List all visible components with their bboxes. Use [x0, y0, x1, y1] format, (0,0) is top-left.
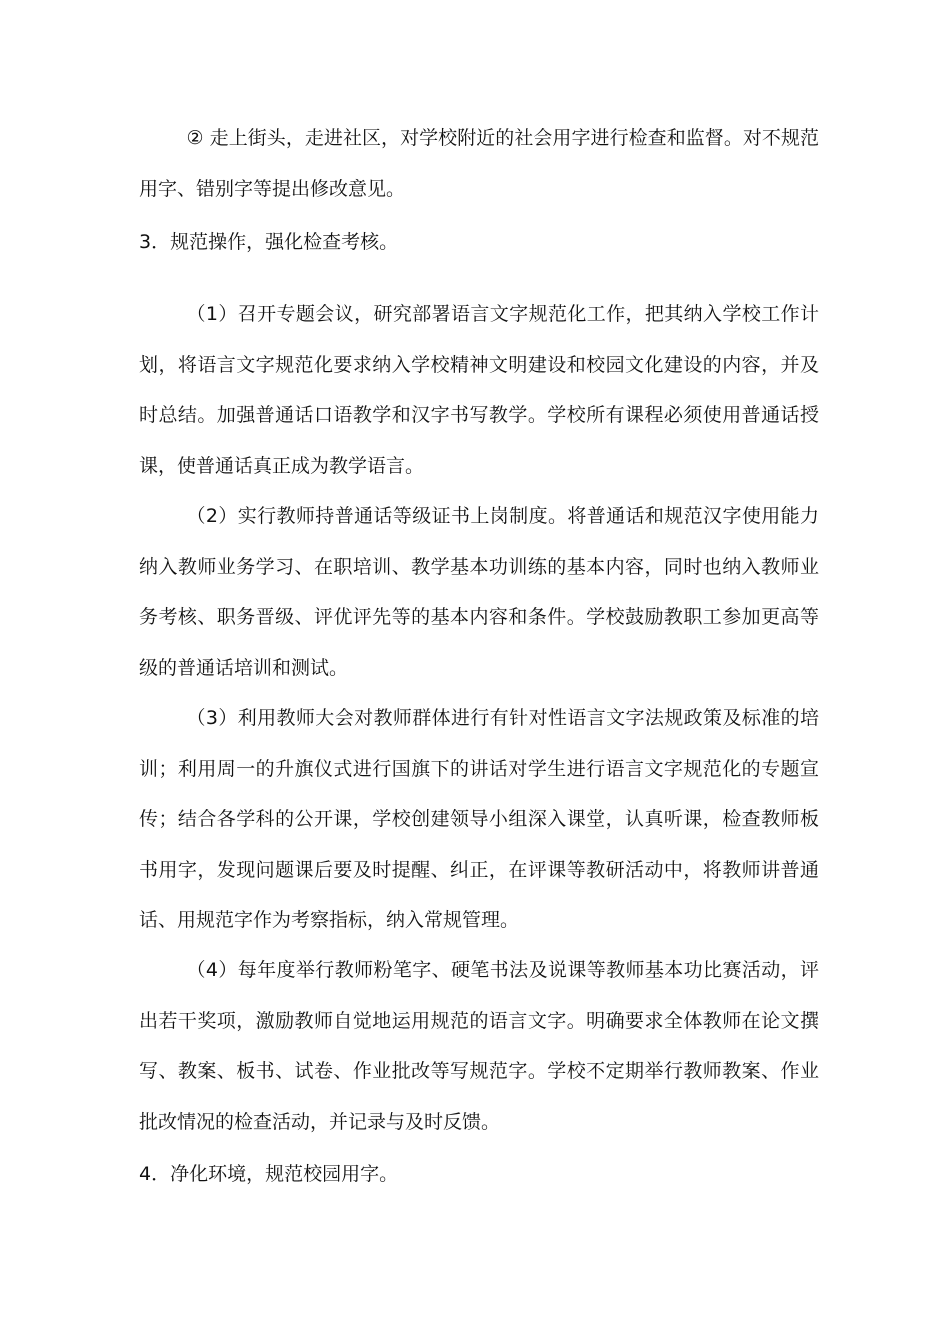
paragraph-item-2: （2）实行教师持普通话等级证书上岗制度。将普通话和规范汉字使用能力纳入教师业务学习、在职培训、教学基本功训练的基本内容，同时也纳入教师业务考核、职务晋级、评优评先等的基本内容和条件。学校鼓励教职工参加更高等级的普通话培训和测试。	[139, 505, 819, 679]
paragraph-item-1: （1）召开专题会议，研究部署语言文字规范化工作，把其纳入学校工作计划，将语言文字规范化要求纳入学校精神文明建设和校园文化建设的内容，并及时总结。加强普通话口语教学和汉字书写教学。学校所有课程必须使用普通话授课，使普通话真正成为教学语言。	[139, 303, 819, 477]
paragraph-street-inspection: ② 走上街头，走进社区，对学校附近的社会用字进行检查和监督。对不规范用字、错别字等提出修改意见。	[139, 127, 819, 200]
paragraph-item-4: （4）每年度举行教师粉笔字、硬笔书法及说课等教师基本功比赛活动，评出若干奖项，激励教师自觉地运用规范的语言文字。明确要求全体教师在论文撰写、教案、板书、试卷、作业批改等写规范字。学校不定期举行教师教案、作业批改情况的检查活动，并记录与及时反馈。	[139, 959, 819, 1133]
section-heading-3: 3．规范操作，强化检查考核。	[139, 231, 399, 253]
section-heading-4: 4．净化环境，规范校园用字。	[139, 1163, 399, 1185]
paragraph-item-3: （3）利用教师大会对教师群体进行有针对性语言文字法规政策及标准的培训；利用周一的升旗仪式进行国旗下的讲话对学生进行语言文字规范化的专题宣传；结合各学科的公开课，学校创建领导小组深入课堂，认真听课，检查教师板书用字，发现问题课后要及时提醒、纠正，在评课等教研活动中，将教师讲普通话、用规范字作为考察指标，纳入常规管理。	[139, 707, 819, 931]
